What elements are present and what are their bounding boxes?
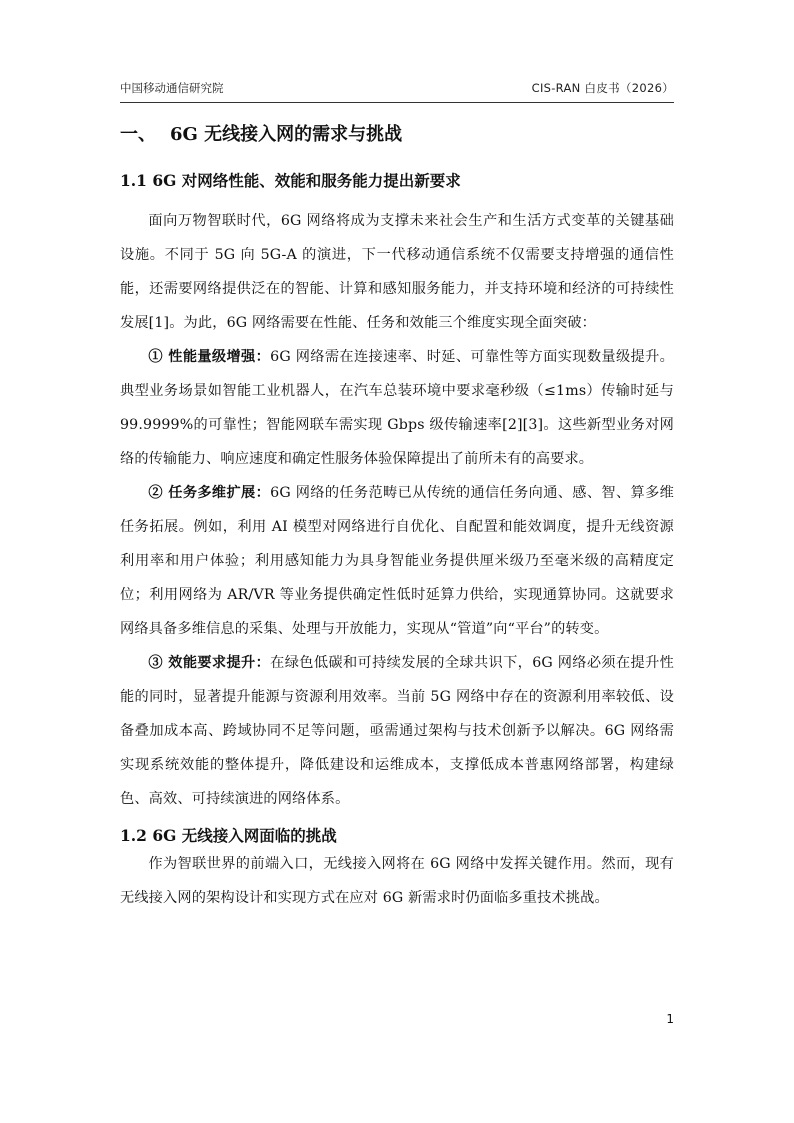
header-divider bbox=[120, 102, 674, 103]
chapter-heading bbox=[120, 122, 674, 148]
item-tasks-lead: ② 任务多维扩展： bbox=[148, 485, 271, 501]
item-performance bbox=[120, 340, 674, 476]
page-number: 1 bbox=[666, 1012, 674, 1026]
item-performance-text: 6G 网络需在连接速率、时延、可靠性等方面实现数量级提升。典型业务场景如智能工业机器人，在汽车总装环境中要求毫秒级（≤1ms）传输时延与 99.9999%的可靠性；智能网联车需实现 Gbps 级传输速率[2][3]。这些新型业务对网络的传输能力、响应速度和确定性服务体验保障提出了前所未有的高要求。 bbox=[120, 349, 674, 467]
item-efficiency bbox=[120, 646, 674, 816]
section-1-2-heading: 1.2 6G 无线接入网面临的挑战 bbox=[120, 826, 337, 845]
section-1-1-heading: 1.1 6G 对网络性能、效能和服务能力提出新要求 bbox=[120, 171, 461, 190]
item-efficiency-lead: ③ 效能要求提升： bbox=[148, 655, 271, 671]
item-performance-lead: ① 性能量级增强： bbox=[148, 349, 271, 365]
item-efficiency-text: 在绿色低碳和可持续发展的全球共识下，6G 网络必须在提升性能的同时，显著提升能源与资源利用效率。当前 5G 网络中存在的资源利用率较低、设备叠加成本高、跨域协同不足等问题，亟需通过架构与技术创新予以解决。6G 网络需实现系统效能的整体提升，降低建设和运维成本，支撑低成本普惠网络部署，构建绿色、高效、可持续演进的网络体系。 bbox=[120, 655, 674, 807]
page-header bbox=[120, 78, 674, 100]
chapter-title: 6G 无线接入网的需求与挑战 bbox=[170, 124, 403, 145]
page-body bbox=[120, 122, 674, 915]
chapter-number: 一、 bbox=[120, 124, 156, 145]
section-1-1-intro: 面向万物智联时代，6G 网络将成为支撑未来社会生产和生活方式变革的关键基础设施。不同于 5G 向 5G-A 的演进，下一代移动通信系统不仅需要支持增强的通信性能，还需要网络提供泛在的智能、计算和感知服务能力，并支持环境和经济的可持续性发展[1]。为此，6G 网络需要在性能、任务和效能三个维度实现全面突破： bbox=[120, 213, 674, 331]
header-org: 中国移动通信研究院 bbox=[120, 81, 224, 95]
section-1-2-intro: 作为智联世界的前端入口，无线接入网将在 6G 网络中发挥关键作用。然而，现有无线接入网的架构设计和实现方式在应对 6G 新需求时仍面临多重技术挑战。 bbox=[120, 856, 674, 906]
item-tasks bbox=[120, 476, 674, 646]
item-tasks-text: 6G 网络的任务范畴已从传统的通信任务向通、感、智、算多维任务拓展。例如，利用 AI 模型对网络进行自优化、自配置和能效调度，提升无线资源利用率和用户体验；利用感知能力为具身智能业务提供厘米级乃至毫米级的高精度定位；利用网络为 AR/VR 等业务提供确定性低时延算力供给，实现通算协同。这就要求网络具备多维信息的采集、处理与开放能力，实现从“管道”向“平台”的转变。 bbox=[120, 485, 674, 637]
header-doc-title: CIS-RAN 白皮书（2026） bbox=[531, 81, 674, 95]
